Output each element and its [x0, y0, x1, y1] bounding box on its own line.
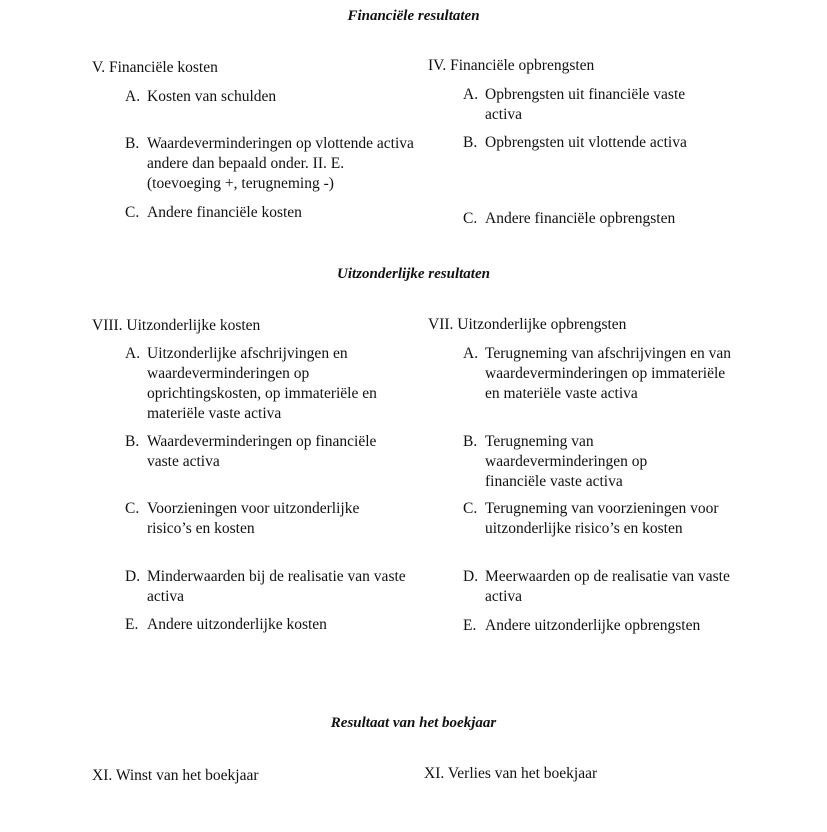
list-item	[125, 499, 395, 539]
item-text: Andere financiële kosten	[147, 204, 302, 221]
item-text: Opbrengsten uit vlottende activa	[485, 134, 687, 151]
list-item	[463, 616, 763, 636]
list-item	[463, 133, 753, 153]
list-item	[125, 615, 415, 635]
list-item	[125, 203, 415, 223]
item-letter: E.	[125, 616, 139, 633]
item-text: Terugneming van afschrijvingen en van waardeverminderingen op immateriële en materiële vaste activa	[485, 345, 731, 402]
item-text: Andere uitzonderlijke kosten	[147, 616, 327, 633]
item-text: Waardeverminderingen op financiële vaste activa	[147, 433, 377, 470]
item-letter: B.	[125, 135, 140, 152]
item-letter: E.	[463, 617, 477, 634]
list-item	[463, 85, 723, 125]
item-letter: A.	[463, 86, 479, 103]
item-letter: D.	[125, 568, 141, 585]
item-text: Uitzonderlijke afschrijvingen en waardeverminderingen op oprichtingskosten, op immateriële en materiële vaste activa	[147, 345, 377, 422]
list-item	[125, 432, 407, 472]
section-title-extraordinary: Uitzonderlijke resultaten	[337, 266, 490, 282]
list-item	[463, 499, 738, 539]
section-title-year-result: Resultaat van het boekjaar	[330, 715, 497, 731]
item-letter: C.	[125, 500, 140, 517]
loss-heading: XI. Verlies van het boekjaar	[424, 765, 598, 782]
item-text: Meerwaarden op de realisatie van vaste activa	[485, 568, 730, 605]
section-title-financial: Financiële resultaten	[347, 8, 480, 24]
list-item	[463, 344, 738, 404]
item-letter: B.	[463, 433, 478, 450]
item-letter: D.	[463, 568, 479, 585]
item-letter: B.	[463, 134, 478, 151]
item-letter: C.	[125, 204, 140, 221]
item-letter: C.	[463, 210, 478, 227]
item-text: Andere uitzonderlijke opbrengsten	[485, 617, 701, 634]
list-item	[463, 432, 683, 492]
list-item	[125, 134, 415, 194]
item-text: Kosten van schulden	[147, 88, 277, 105]
profit-heading: XI. Winst van het boekjaar	[92, 767, 259, 784]
item-letter: A.	[125, 88, 141, 105]
item-letter: B.	[125, 433, 140, 450]
list-item	[125, 567, 407, 607]
item-text: Andere financiële opbrengsten	[485, 210, 676, 227]
item-text: Voorzieningen voor uitzonderlijke risico’s en kosten	[147, 500, 360, 537]
extraordinary-revenues-heading: VII. Uitzonderlijke opbrengsten	[428, 316, 627, 333]
list-item	[463, 209, 753, 229]
financial-revenues-heading: IV. Financiële opbrengsten	[428, 57, 595, 74]
item-letter: A.	[463, 345, 479, 362]
extraordinary-costs-heading: VIII. Uitzonderlijke kosten	[92, 317, 261, 334]
list-item	[125, 87, 415, 107]
item-letter: C.	[463, 500, 478, 517]
item-text: Minderwaarden bij de realisatie van vaste activa	[147, 568, 406, 605]
item-text: Waardeverminderingen op vlottende activa andere dan bepaald onder. II. E. (toevoeging +, terugneming -)	[147, 135, 414, 192]
list-item	[463, 567, 738, 607]
item-text: Terugneming van waardeverminderingen op financiële vaste activa	[485, 433, 648, 490]
list-item	[125, 344, 407, 424]
item-text: Terugneming van voorzieningen voor uitzonderlijke risico’s en kosten	[485, 500, 719, 537]
item-text: Opbrengsten uit financiële vaste activa	[485, 86, 686, 123]
item-letter: A.	[125, 345, 141, 362]
financial-costs-heading: V. Financiële kosten	[92, 59, 218, 76]
